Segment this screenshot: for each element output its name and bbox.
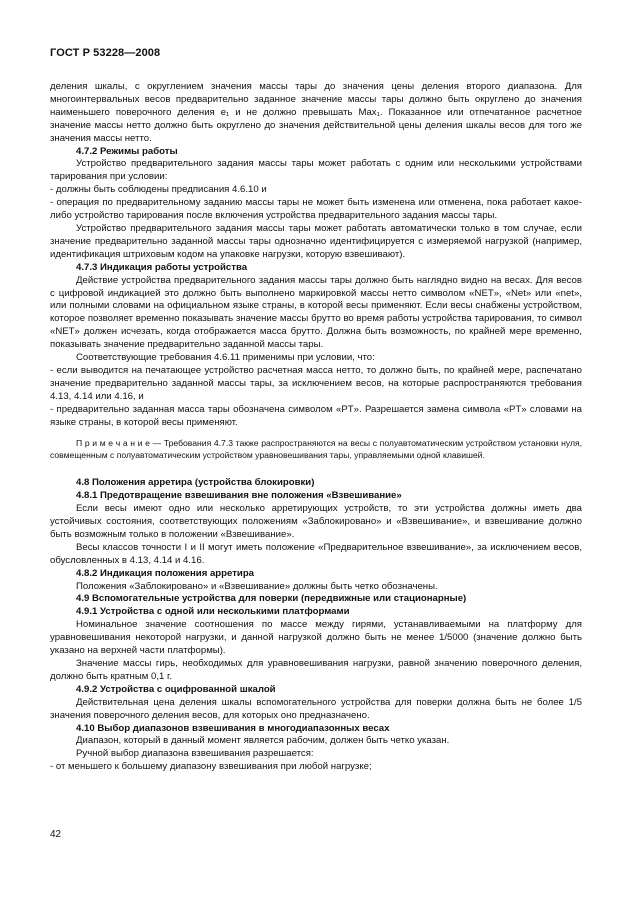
section-heading: 4.8.1 Предотвращение взвешивания вне положения «Взвешивание» [76,490,402,502]
list-item: - от меньшего к большему диапазону взвешивания при любой нагрузке; [50,761,372,773]
section-heading: 4.10 Выбор диапазонов взвешивания в многодиапазонных весах [76,722,390,734]
paragraph: Соответствующие требования 4.6.11 применимы при условии, что: [76,352,375,364]
paragraph: Диапазон, который в данный момент является рабочим, должен быть четко указан. [76,735,450,747]
section-heading: 4.8.2 Индикация положения арретира [76,567,255,579]
page-number: 42 [50,829,62,840]
paragraph: Устройство предварительного задания массы тары может работать с одним или несколькими устройствами тарирования при условии: [50,158,582,183]
section-heading: 4.8 Положения арретира (устройства блокировки) [76,477,315,489]
section-heading: 4.9.2 Устройства с оцифрованной шкалой [76,683,276,695]
paragraph: Значение массы гирь, необходимых для уравновешивания нагрузки, равной значению поверочного деления, должно быть кратным 0,1 г. [50,657,582,682]
paragraph: Номинальное значение соотношения по массе между гирями, устанавливаемыми на платформу для уравновешивания некоторой нагрузки, и данной нагрузкой должно быть не менее 1/5000 (значение должно быть указано на верхней части платформы). [50,619,582,657]
list-item: - если выводится на печатающее устройство расчетная масса нетто, то должно быть, по крайней мере, распечатано значение предварительно заданной массы тары, за исключением весов, на которые распространяются требования 4.13, 4.14 или 4.16, и [50,364,582,402]
section-heading: 4.9.1 Устройства с одной или несколькими платформами [76,606,350,618]
paragraph: Действительная цена деления шкалы вспомогательного устройства для поверки должна быть не более 1/5 значения поверочного деления весов, для которых оно предназначено. [50,696,582,721]
section-heading: 4.7.2 Режимы работы [76,145,178,157]
paragraph: Действие устройства предварительного задания массы тары должно быть наглядно видно на весах. Для весов с цифровой индикацией это должно быть выполнено маркировкой массы нетто символом «NET», «Net» или «net», или полными словами на официальном языке страны, в которой весы применяют. Если весы снабжены устройством, которое позволяет временно показывать значение массы брутто во время работы устройства тарирования, то символ «NET» должен исчезать, когда отображается масса брутто. Должна быть возможность, по крайней мере временно, показывать значение предварительно заданной массы тары. [50,274,582,351]
paragraph: деления шкалы, с округлением значения массы тары до значения цены деления второго диапазона. Для многоинтервальных весов предварительно заданное значение массы тары должно быть округлено до значения наименьшего поверочного деления e₁ и не должно превышать Max₁. Показанное или отпечатанное расчетное значение массы нетто должно быть округлено до значения действительной цены деления шкалы весов для того же значения массы нетто. [50,81,582,144]
standard-header: ГОСТ Р 53228—2008 [50,47,161,59]
list-item: - предварительно заданная масса тары обозначена символом «PT». Разрешается замена символа «PT» словами на языке страны, в которой весы применяют. [50,403,582,428]
paragraph: Положения «Заблокировано» и «Взвешивание» должны быть четко обозначены. [76,580,438,592]
paragraph: Если весы имеют одно или несколько арретирующих устройств, то эти устройства должны иметь два устойчивых состояния, соответствующих положениям «Заблокировано» и «Взвешивание», и взвешивание должно быть возможным только в положении «Взвешивание». [50,503,582,540]
note [50,438,582,462]
paragraph: Устройство предварительного задания массы тары может работать автоматически только в том случае, если значение предварительно заданной массы тары однозначно идентифицируется с измеряемой нагрузкой (например, идентификация штриховым кодом на упаковке нагрузки, которую взвешивают). [50,222,582,260]
section-heading: 4.7.3 Индикация работы устройства [76,261,248,273]
list-item: - операция по предварительному заданию массы тары не может быть изменена или отменена, пока работает какое-либо устройство тарирования после включения устройства предварительного задания массы тары. [50,197,582,222]
paragraph: Весы классов точности I и II могут иметь положение «Предварительное взвешивание», за исключением весов, обусловленных в 4.13, 4.14 и 4.16. [50,541,582,566]
list-item: - должны быть соблюдены предписания 4.6.10 и [50,184,267,196]
note-text: Требования 4.7.3 также распространяются на весы с полуавтоматическим устройством установки нуля, совмещенным с полуавтоматическим устройством уравновешивания тары, управляемыми одной клавишей. [50,438,582,461]
page-body [50,81,582,774]
paragraph: Ручной выбор диапазона взвешивания разрешается: [76,748,314,760]
note-lead: П р и м е ч а н и е — [76,438,162,449]
section-heading: 4.9 Вспомогательные устройства для поверки (передвижные или стационарные) [76,593,467,605]
